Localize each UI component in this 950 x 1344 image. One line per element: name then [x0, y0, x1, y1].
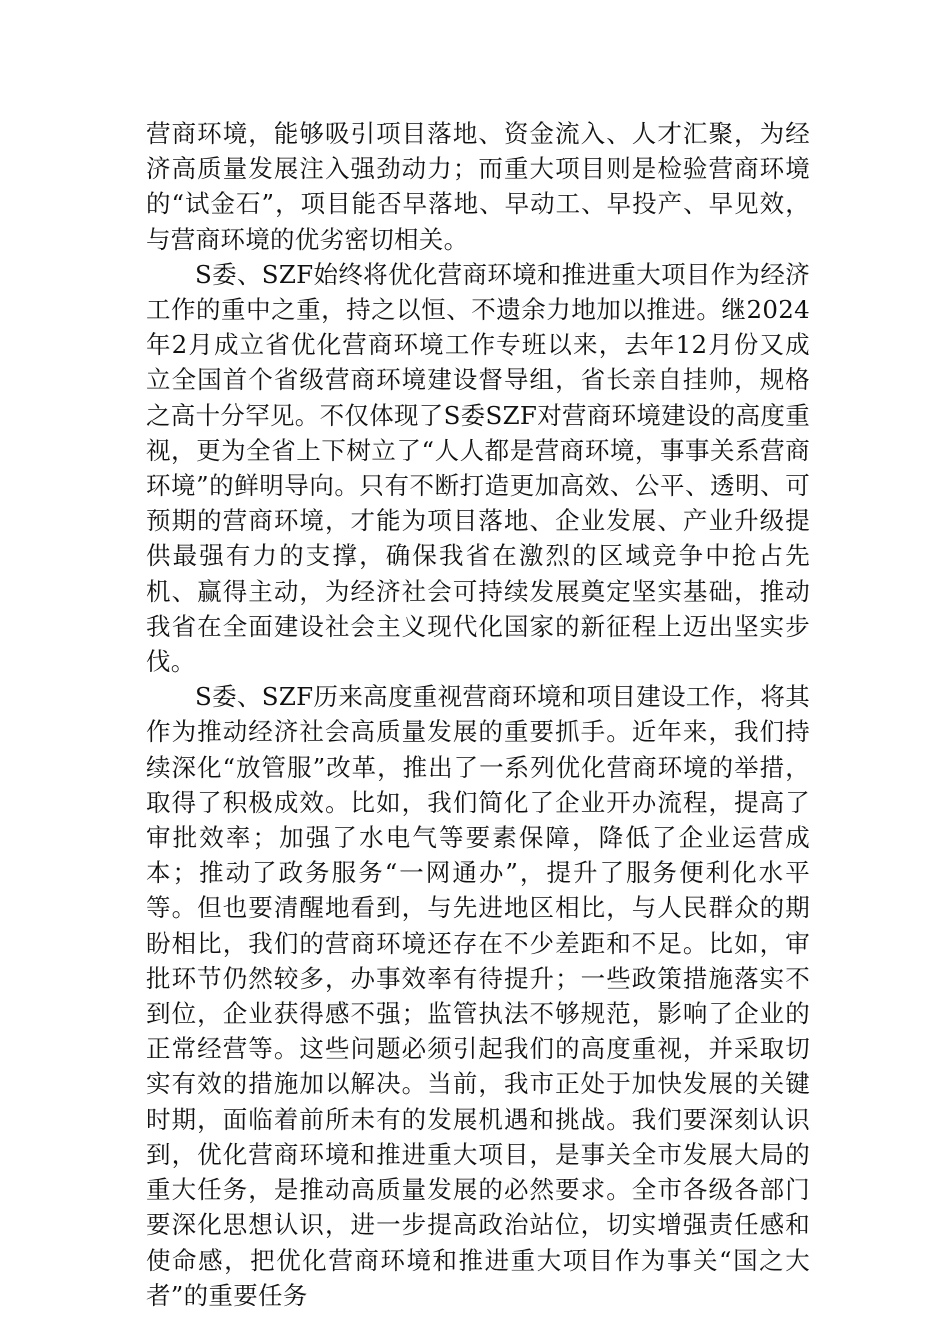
paragraph-3: S委、SZF历来高度重视营商环境和项目建设工作，将其作为推动经济社会高质量发展的重要抓手。近年来，我们持续深化“放管服”改革，推出了一系列优化营商环境的举措，取得了积极成效。比如，我们简化了企业开办流程，提高了审批效率；加强了水电气等要素保障，降低了企业运营成本；推动了政务服务“一网通办”，提升了服务便利化水平等。但也要清醒地看到，与先进地区相比，与人民群众的期盼相比，我们的营商环境还存在不少差距和不足。比如，审批环节仍然较多，办事效率有待提升；一些政策措施落实不到位，企业获得感不强；监管执法不够规范，影响了企业的正常经营等。这些问题必须引起我们的高度重视，并采取切实有效的措施加以解决。当前，我市正处于加快发展的关键时期，面临着前所未有的发展机遇和挑战。我们要深刻认识到，优化营商环境和推进重大项目，是事关全市发展大局的重大任务，是推动高质量发展的必然要求。全市各级各部门要深化思想认识，进一步提高政治站位，切实增强责任感和使命感，把优化营商环境和推进重大项目作为事关“国之大者”的重要任务 [146, 682, 810, 1310]
paragraph-1: 营商环境，能够吸引项目落地、资金流入、人才汇聚，为经济高质量发展注入强劲动力；而重大项目则是检验营商环境的“试金石”，项目能否早落地、早动工、早投产、早见效，与营商环境的优劣密切相关。 [146, 119, 810, 254]
document-body [146, 116, 810, 1313]
paragraph-2: S委、SZF始终将优化营商环境和推进重大项目作为经济工作的重中之重，持之以恒、不遗余力地加以推进。继2024年2月成立省优化营商环境工作专班以来，去年12月份又成立全国首个省级营商环境建设督导组，省长亲自挂帅，规格之高十分罕见。不仅体现了S委SZF对营商环境建设的高度重视，更为全省上下树立了“人人都是营商环境，事事关系营商环境”的鲜明导向。只有不断打造更加高效、公平、透明、可预期的营商环境，才能为项目落地、企业发展、产业升级提供最强有力的支撑，确保我省在激烈的区域竞争中抢占先机、赢得主动，为经济社会可持续发展奠定坚实基础，推动我省在全面建设社会主义现代化国家的新征程上迈出坚实步伐。 [146, 259, 810, 677]
